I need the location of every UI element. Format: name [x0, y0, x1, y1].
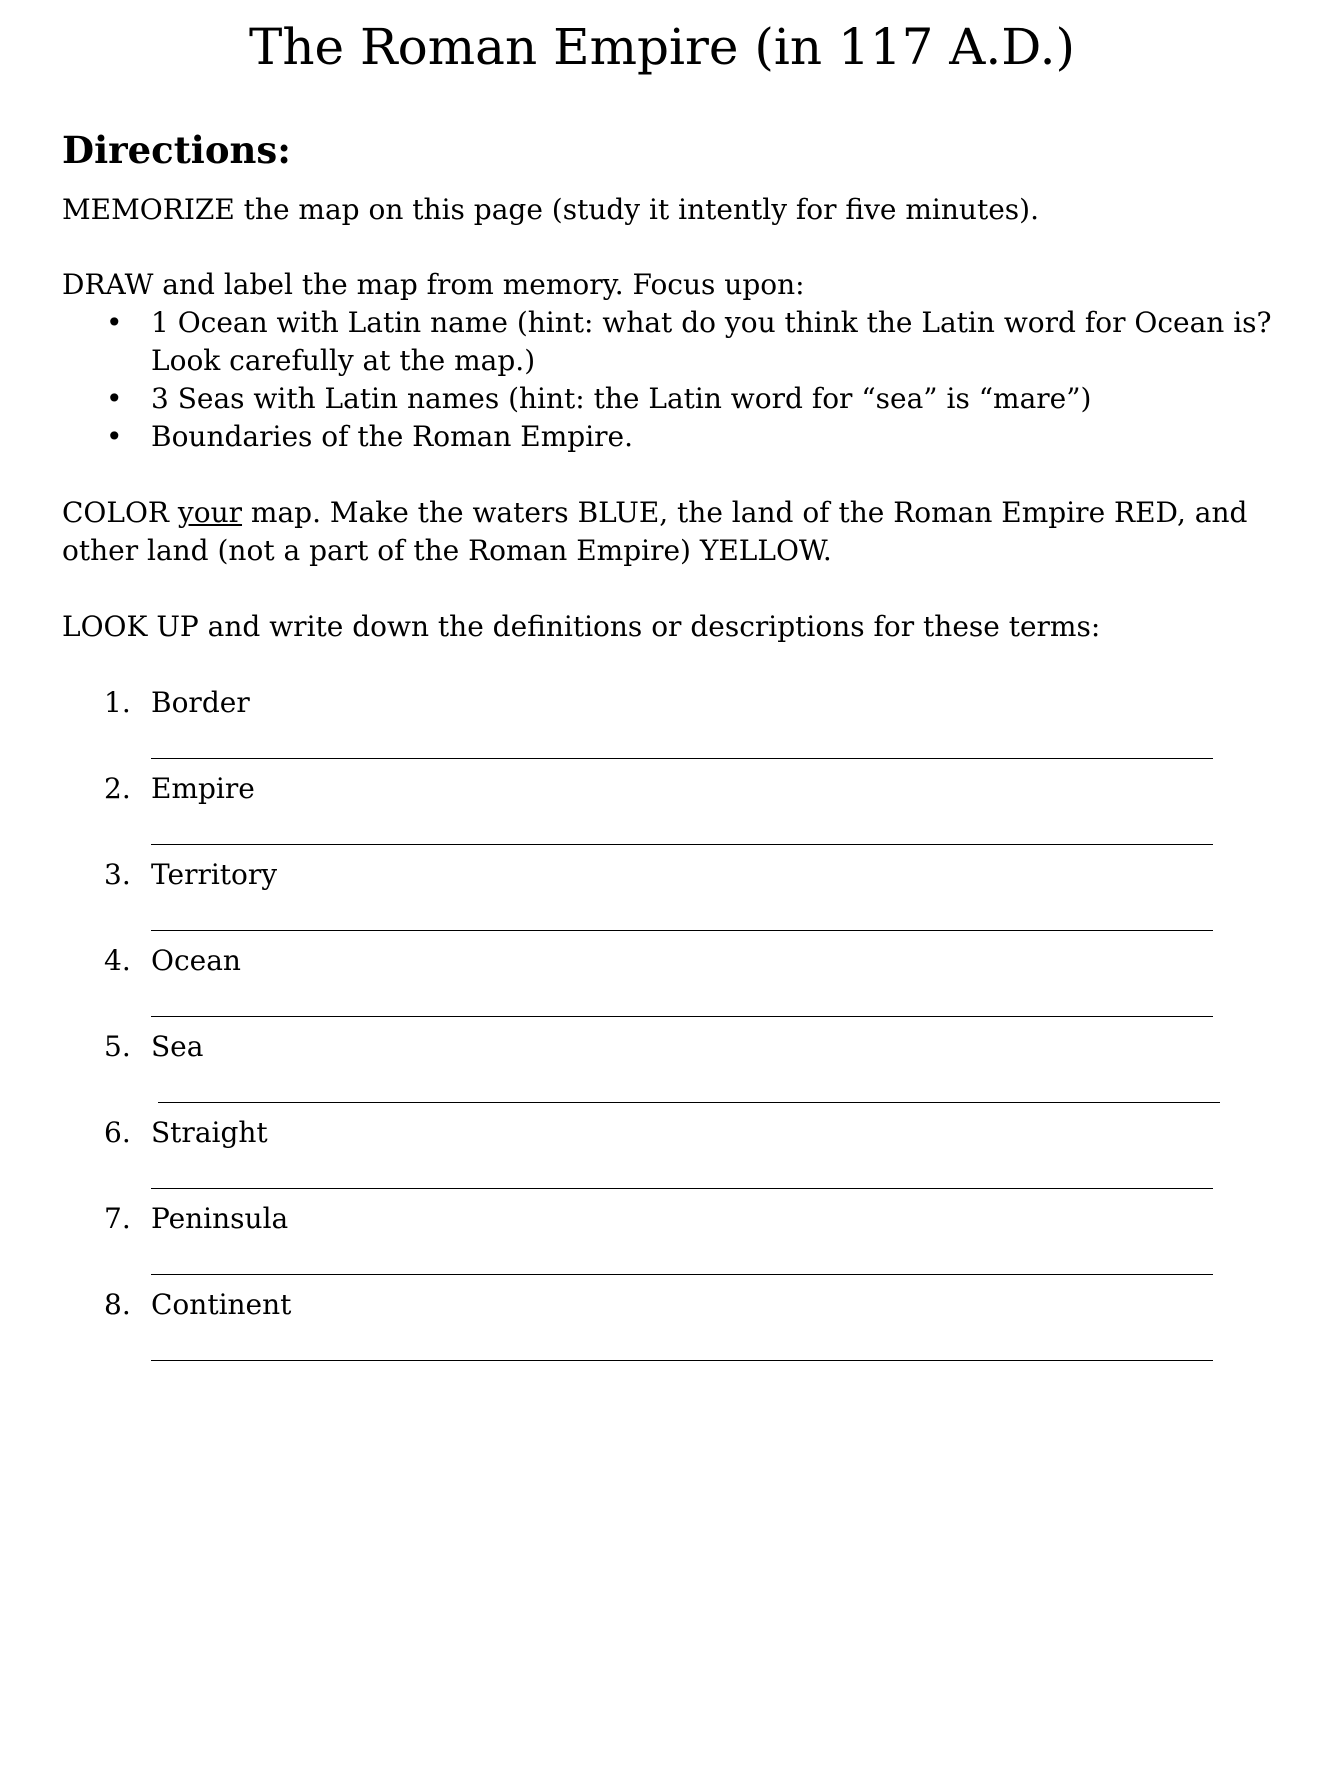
- term-label: Continent: [151, 1288, 292, 1321]
- term-label: Territory: [151, 858, 278, 891]
- lookup-instruction: LOOK UP and write down the definitions or descriptions for these terms:: [62, 610, 1101, 643]
- term-number: 3.: [104, 858, 131, 891]
- answer-line[interactable]: [151, 844, 1213, 845]
- term-number: 7.: [104, 1202, 131, 1235]
- term-number: 5.: [104, 1030, 131, 1063]
- color-instruction-underlined: your: [177, 496, 243, 529]
- term-number: 2.: [104, 772, 131, 805]
- answer-line[interactable]: [151, 1188, 1213, 1189]
- page-title: The Roman Empire (in 117 A.D.): [248, 18, 1076, 76]
- terms-list: [0, 684, 1324, 1372]
- term-item-ocean: [0, 942, 1324, 1028]
- term-label: Straight: [151, 1116, 268, 1149]
- memorize-instruction: MEMORIZE the map on this page (study it intently for five minutes).: [62, 193, 1039, 226]
- term-item-straight: [0, 1114, 1324, 1200]
- term-item-empire: [0, 770, 1324, 856]
- color-instruction-start: COLOR: [62, 496, 178, 529]
- answer-line[interactable]: [151, 758, 1213, 759]
- draw-instruction: DRAW and label the map from memory. Focus upon:: [62, 268, 805, 301]
- term-label: Sea: [151, 1030, 204, 1063]
- term-number: 6.: [104, 1116, 131, 1149]
- bullet-icon: •: [106, 420, 123, 453]
- answer-line[interactable]: [151, 1360, 1213, 1361]
- bullet-icon: •: [106, 306, 123, 339]
- answer-line[interactable]: [151, 1016, 1213, 1017]
- term-number: 8.: [104, 1288, 131, 1321]
- focus-item: [62, 380, 1312, 418]
- term-item-continent: [0, 1286, 1324, 1372]
- answer-line[interactable]: [158, 1102, 1220, 1103]
- color-instruction: [62, 494, 1302, 570]
- color-instruction-rest: map. Make the waters BLUE, the land of the Roman Empire RED, and other land (not a part of the Roman Empire) YELLOW.: [62, 496, 1248, 567]
- focus-item-text: Boundaries of the Roman Empire.: [151, 420, 634, 453]
- focus-item: [62, 304, 1312, 380]
- term-item-territory: [0, 856, 1324, 942]
- term-number: 4.: [104, 944, 131, 977]
- focus-list: [62, 304, 1312, 456]
- answer-line[interactable]: [151, 930, 1213, 931]
- focus-item: [62, 418, 1312, 456]
- focus-item-text: 1 Ocean with Latin name (hint: what do you think the Latin word for Ocean is? Look carefully at the map.): [151, 306, 1272, 377]
- answer-line[interactable]: [151, 1274, 1213, 1275]
- term-label: Ocean: [151, 944, 241, 977]
- term-item-border: [0, 684, 1324, 770]
- term-label: Peninsula: [151, 1202, 289, 1235]
- term-number: 1.: [104, 686, 131, 719]
- bullet-icon: •: [106, 382, 123, 415]
- term-item-peninsula: [0, 1200, 1324, 1286]
- term-label: Border: [151, 686, 250, 719]
- term-item-sea: [0, 1028, 1324, 1114]
- focus-item-text: 3 Seas with Latin names (hint: the Latin word for “sea” is “mare”): [151, 382, 1092, 415]
- directions-heading: Directions:: [62, 128, 291, 172]
- term-label: Empire: [151, 772, 255, 805]
